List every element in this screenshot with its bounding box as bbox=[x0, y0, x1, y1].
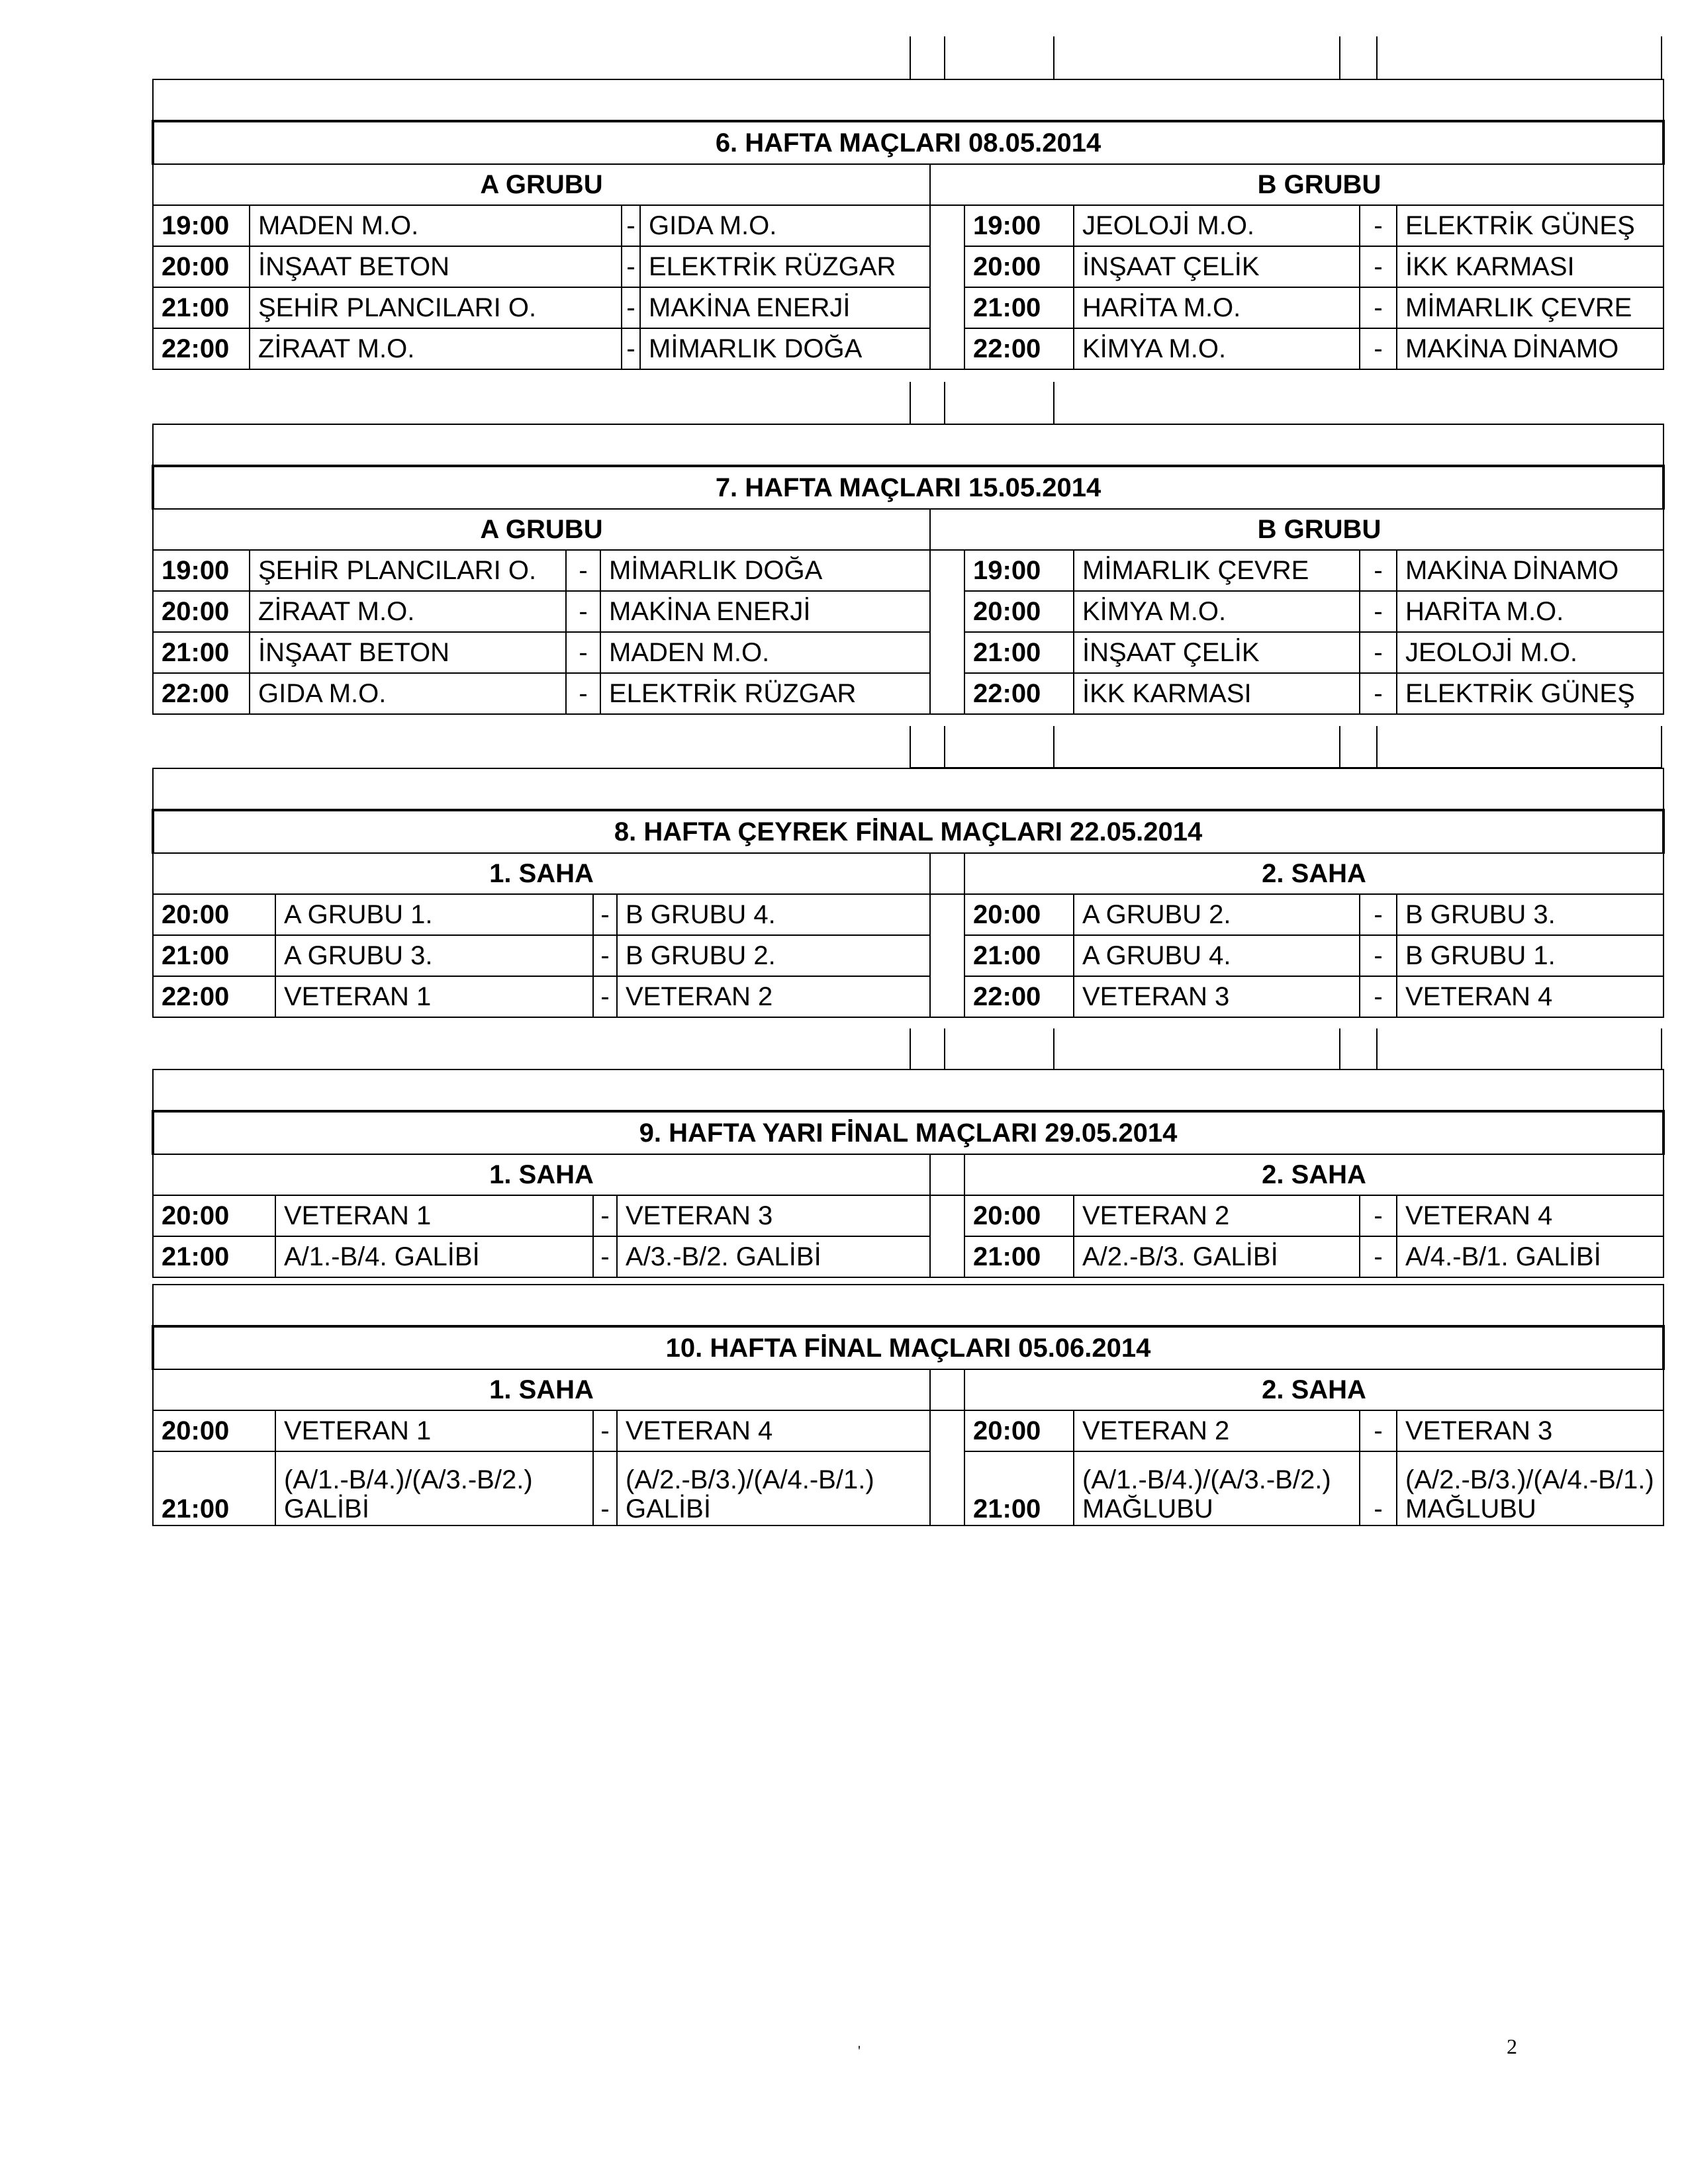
home-team: HARİTA M.O. bbox=[1074, 287, 1360, 328]
match-time: 22:00 bbox=[153, 673, 250, 714]
table-rule bbox=[944, 36, 945, 79]
versus-dash: - bbox=[1360, 935, 1397, 976]
match-row bbox=[153, 632, 1664, 673]
match-row bbox=[153, 1410, 1664, 1451]
right-field-header: 2. SAHA bbox=[964, 853, 1664, 894]
column-gap bbox=[930, 853, 964, 894]
match-time: 21:00 bbox=[153, 1451, 275, 1525]
versus-dash: - bbox=[622, 205, 640, 246]
column-gap bbox=[930, 1369, 964, 1410]
week-title: 6. HAFTA MAÇLARI 08.05.2014 bbox=[153, 121, 1664, 164]
home-team: ZİRAAT M.O. bbox=[250, 591, 566, 632]
match-time: 21:00 bbox=[964, 287, 1074, 328]
away-team: A/3.-B/2. GALİBİ bbox=[617, 1236, 930, 1277]
away-team: VETERAN 4 bbox=[1397, 976, 1664, 1017]
week-title: 8. HAFTA ÇEYREK FİNAL MAÇLARI 22.05.2014 bbox=[153, 810, 1664, 853]
page-number: 2 bbox=[1507, 2034, 1517, 2058]
table-rule bbox=[910, 36, 911, 79]
match-row bbox=[153, 205, 1664, 246]
versus-dash: - bbox=[1360, 1410, 1397, 1451]
away-team: B GRUBU 1. bbox=[1397, 935, 1664, 976]
away-team: GIDA M.O. bbox=[640, 205, 930, 246]
match-time: 20:00 bbox=[964, 246, 1074, 287]
table-rule bbox=[1053, 726, 1055, 768]
away-team: HARİTA M.O. bbox=[1397, 591, 1664, 632]
match-time: 19:00 bbox=[964, 550, 1074, 591]
match-time: 21:00 bbox=[964, 1451, 1074, 1525]
footer-mark: ' bbox=[858, 2042, 861, 2059]
away-team: MİMARLIK DOĞA bbox=[640, 328, 930, 369]
match-time: 21:00 bbox=[153, 287, 250, 328]
match-row bbox=[153, 550, 1664, 591]
versus-dash: - bbox=[1360, 976, 1397, 1017]
right-group-header: B GRUBU bbox=[930, 164, 1664, 205]
match-time: 20:00 bbox=[153, 246, 250, 287]
home-team: A GRUBU 3. bbox=[275, 935, 593, 976]
home-team: VETERAN 1 bbox=[275, 1410, 593, 1451]
home-team: VETERAN 2 bbox=[1074, 1410, 1360, 1451]
versus-dash: - bbox=[1360, 673, 1397, 714]
week-title: 7. HAFTA MAÇLARI 15.05.2014 bbox=[153, 466, 1664, 509]
versus-dash: - bbox=[566, 550, 600, 591]
versus-dash: - bbox=[566, 673, 600, 714]
table-rule bbox=[1339, 726, 1340, 768]
match-time: 21:00 bbox=[153, 935, 275, 976]
match-time: 21:00 bbox=[964, 935, 1074, 976]
table-rule bbox=[944, 382, 945, 424]
table-rule bbox=[944, 1028, 945, 1070]
match-row bbox=[153, 894, 1664, 935]
away-team: VETERAN 4 bbox=[617, 1410, 930, 1451]
versus-dash: - bbox=[593, 1410, 617, 1451]
spacer-row bbox=[153, 1285, 1664, 1326]
match-time: 20:00 bbox=[964, 1410, 1074, 1451]
table-rule bbox=[1053, 382, 1055, 424]
match-time: 22:00 bbox=[964, 328, 1074, 369]
week-8-schedule-table bbox=[152, 768, 1665, 1018]
home-team: KİMYA M.O. bbox=[1074, 591, 1360, 632]
column-gap bbox=[930, 894, 964, 1017]
home-team: A GRUBU 2. bbox=[1074, 894, 1360, 935]
versus-dash: - bbox=[593, 894, 617, 935]
away-team: İKK KARMASI bbox=[1397, 246, 1664, 287]
versus-dash: - bbox=[593, 976, 617, 1017]
home-team: İNŞAAT ÇELİK bbox=[1074, 246, 1360, 287]
versus-dash: - bbox=[593, 935, 617, 976]
home-team: ZİRAAT M.O. bbox=[250, 328, 622, 369]
versus-dash: - bbox=[593, 1195, 617, 1236]
left-field-header: 1. SAHA bbox=[153, 1369, 930, 1410]
match-time: 19:00 bbox=[153, 205, 250, 246]
right-group-header: B GRUBU bbox=[930, 509, 1664, 550]
home-team: GIDA M.O. bbox=[250, 673, 566, 714]
away-team: A/4.-B/1. GALİBİ bbox=[1397, 1236, 1664, 1277]
away-team: B GRUBU 4. bbox=[617, 894, 930, 935]
week-10-schedule-table bbox=[152, 1284, 1665, 1526]
away-team: MAKİNA DİNAMO bbox=[1397, 550, 1664, 591]
away-team: VETERAN 3 bbox=[1397, 1410, 1664, 1451]
match-time: 20:00 bbox=[964, 1195, 1074, 1236]
away-team: ELEKTRİK GÜNEŞ bbox=[1397, 673, 1664, 714]
match-time: 21:00 bbox=[964, 1236, 1074, 1277]
spacer-row bbox=[153, 768, 1664, 810]
home-team: VETERAN 3 bbox=[1074, 976, 1360, 1017]
match-time: 20:00 bbox=[153, 1195, 275, 1236]
away-team: B GRUBU 3. bbox=[1397, 894, 1664, 935]
home-team: ŞEHİR PLANCILARI O. bbox=[250, 287, 622, 328]
match-time: 20:00 bbox=[964, 894, 1074, 935]
versus-dash: - bbox=[1360, 894, 1397, 935]
home-team: VETERAN 1 bbox=[275, 976, 593, 1017]
match-time: 21:00 bbox=[153, 632, 250, 673]
away-team: MAKİNA ENERJİ bbox=[640, 287, 930, 328]
week-title: 9. HAFTA YARI FİNAL MAÇLARI 29.05.2014 bbox=[153, 1111, 1664, 1154]
left-group-header: A GRUBU bbox=[153, 164, 930, 205]
match-row bbox=[153, 1236, 1664, 1277]
versus-dash: - bbox=[622, 328, 640, 369]
table-rule bbox=[1661, 36, 1662, 79]
match-time: 22:00 bbox=[153, 328, 250, 369]
match-time: 20:00 bbox=[153, 591, 250, 632]
table-rule bbox=[1339, 1028, 1340, 1070]
match-time: 20:00 bbox=[964, 591, 1074, 632]
home-team: ŞEHİR PLANCILARI O. bbox=[250, 550, 566, 591]
table-rule bbox=[1339, 36, 1340, 79]
versus-dash: - bbox=[593, 1236, 617, 1277]
home-team: A/2.-B/3. GALİBİ bbox=[1074, 1236, 1360, 1277]
table-rule bbox=[1376, 1028, 1378, 1070]
home-team: A GRUBU 4. bbox=[1074, 935, 1360, 976]
left-field-header: 1. SAHA bbox=[153, 853, 930, 894]
home-team: İNŞAAT ÇELİK bbox=[1074, 632, 1360, 673]
match-row bbox=[153, 976, 1664, 1017]
column-gap bbox=[930, 1195, 964, 1277]
away-team: (A/2.-B/3.)/(A/4.-B/1.) MAĞLUBU bbox=[1397, 1451, 1664, 1525]
match-time: 20:00 bbox=[153, 894, 275, 935]
match-row bbox=[153, 673, 1664, 714]
match-time: 21:00 bbox=[964, 632, 1074, 673]
away-team: MİMARLIK DOĞA bbox=[600, 550, 930, 591]
column-gap bbox=[930, 1410, 964, 1525]
match-row bbox=[153, 935, 1664, 976]
week-6-schedule-table bbox=[152, 79, 1665, 370]
versus-dash: - bbox=[1360, 1236, 1397, 1277]
match-row bbox=[153, 287, 1664, 328]
home-team: İNŞAAT BETON bbox=[250, 632, 566, 673]
versus-dash: - bbox=[1360, 1451, 1397, 1525]
away-team: B GRUBU 2. bbox=[617, 935, 930, 976]
table-rule bbox=[1376, 36, 1378, 79]
match-time: 22:00 bbox=[964, 976, 1074, 1017]
match-row bbox=[153, 1451, 1664, 1525]
match-time: 19:00 bbox=[964, 205, 1074, 246]
table-rule bbox=[910, 1028, 911, 1070]
versus-dash: - bbox=[566, 632, 600, 673]
away-team: ELEKTRİK RÜZGAR bbox=[600, 673, 930, 714]
away-team: VETERAN 4 bbox=[1397, 1195, 1664, 1236]
away-team: MADEN M.O. bbox=[600, 632, 930, 673]
versus-dash: - bbox=[622, 287, 640, 328]
match-row bbox=[153, 1195, 1664, 1236]
table-rule bbox=[910, 382, 911, 424]
table-rule bbox=[944, 726, 945, 768]
home-team: (A/1.-B/4.)/(A/3.-B/2.) GALİBİ bbox=[275, 1451, 593, 1525]
versus-dash: - bbox=[593, 1451, 617, 1525]
away-team: VETERAN 2 bbox=[617, 976, 930, 1017]
home-team: VETERAN 1 bbox=[275, 1195, 593, 1236]
spacer-row bbox=[153, 1069, 1664, 1111]
match-time: 22:00 bbox=[964, 673, 1074, 714]
away-team: MİMARLIK ÇEVRE bbox=[1397, 287, 1664, 328]
home-team: İNŞAAT BETON bbox=[250, 246, 622, 287]
away-team: MAKİNA ENERJİ bbox=[600, 591, 930, 632]
away-team: ELEKTRİK RÜZGAR bbox=[640, 246, 930, 287]
away-team: ELEKTRİK GÜNEŞ bbox=[1397, 205, 1664, 246]
table-rule bbox=[1053, 1028, 1055, 1070]
match-time: 19:00 bbox=[153, 550, 250, 591]
home-team: MİMARLIK ÇEVRE bbox=[1074, 550, 1360, 591]
versus-dash: - bbox=[1360, 287, 1397, 328]
away-team: VETERAN 3 bbox=[617, 1195, 930, 1236]
home-team: VETERAN 2 bbox=[1074, 1195, 1360, 1236]
away-team: JEOLOJİ M.O. bbox=[1397, 632, 1664, 673]
versus-dash: - bbox=[1360, 550, 1397, 591]
match-row bbox=[153, 328, 1664, 369]
left-field-header: 1. SAHA bbox=[153, 1154, 930, 1195]
match-time: 20:00 bbox=[153, 1410, 275, 1451]
spacer-row bbox=[153, 424, 1664, 466]
table-rule bbox=[1661, 1028, 1662, 1070]
week-9-schedule-table bbox=[152, 1069, 1665, 1278]
home-team: A/1.-B/4. GALİBİ bbox=[275, 1236, 593, 1277]
column-gap bbox=[930, 1154, 964, 1195]
spacer-row bbox=[153, 79, 1664, 121]
versus-dash: - bbox=[1360, 591, 1397, 632]
week-title: 10. HAFTA FİNAL MAÇLARI 05.06.2014 bbox=[153, 1326, 1664, 1369]
versus-dash: - bbox=[1360, 632, 1397, 673]
versus-dash: - bbox=[1360, 246, 1397, 287]
versus-dash: - bbox=[1360, 328, 1397, 369]
column-gap bbox=[930, 550, 964, 714]
versus-dash: - bbox=[566, 591, 600, 632]
match-row bbox=[153, 591, 1664, 632]
home-team: JEOLOJİ M.O. bbox=[1074, 205, 1360, 246]
left-group-header: A GRUBU bbox=[153, 509, 930, 550]
match-row bbox=[153, 246, 1664, 287]
home-team: İKK KARMASI bbox=[1074, 673, 1360, 714]
home-team: A GRUBU 1. bbox=[275, 894, 593, 935]
away-team: MAKİNA DİNAMO bbox=[1397, 328, 1664, 369]
away-team: (A/2.-B/3.)/(A/4.-B/1.) GALİBİ bbox=[617, 1451, 930, 1525]
home-team: KİMYA M.O. bbox=[1074, 328, 1360, 369]
home-team: MADEN M.O. bbox=[250, 205, 622, 246]
table-rule bbox=[1053, 36, 1055, 79]
match-time: 21:00 bbox=[153, 1236, 275, 1277]
versus-dash: - bbox=[1360, 205, 1397, 246]
right-field-header: 2. SAHA bbox=[964, 1154, 1664, 1195]
versus-dash: - bbox=[1360, 1195, 1397, 1236]
column-gap bbox=[930, 205, 964, 369]
week-7-schedule-table bbox=[152, 424, 1665, 715]
table-rule bbox=[1661, 726, 1662, 768]
match-time: 22:00 bbox=[153, 976, 275, 1017]
home-team: (A/1.-B/4.)/(A/3.-B/2.) MAĞLUBU bbox=[1074, 1451, 1360, 1525]
right-field-header: 2. SAHA bbox=[964, 1369, 1664, 1410]
table-rule bbox=[910, 726, 911, 768]
versus-dash: - bbox=[622, 246, 640, 287]
table-rule bbox=[1376, 726, 1378, 768]
